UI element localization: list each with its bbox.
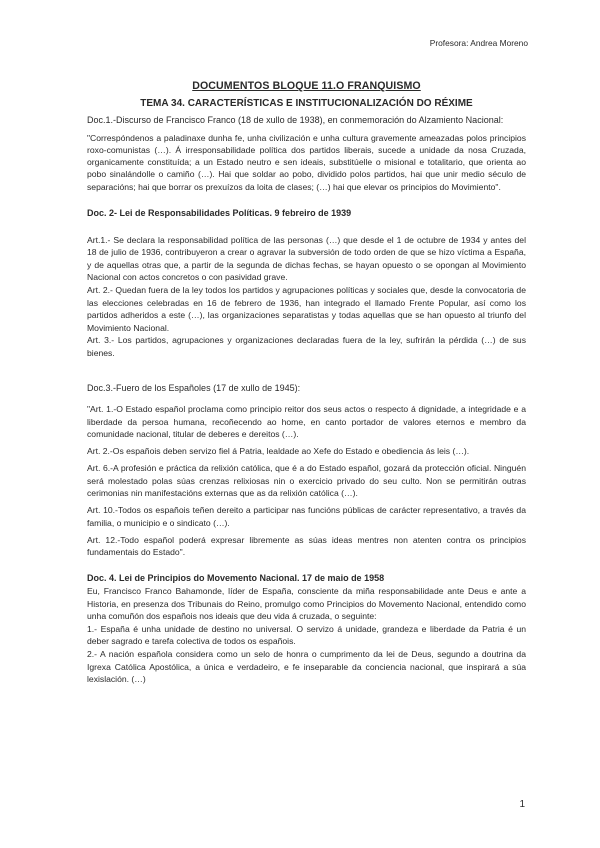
header-author: Profesora: Andrea Moreno [429,38,528,48]
doc2-art2: Art. 2.- Quedan fuera de la ley todos los partidos y agrupaciones políticas y sociales que, desde la convocatoria de las elecciones celebradas en 16 de febrero de 1936, han integrado el llamado Frente Popular, así como los partidos adheridos a este (…), las organizaciones separatistas y todas aquellas que se han opuesto al triunfo del Movimiento Nacional. [87,285,526,333]
doc4-heading-text: Doc. 4. Lei de Principios do Movemento Nacional. 17 de maio de 1958 [87,573,385,584]
doc1-heading: Doc.1.-Discurso de Francisco Franco (18 de xullo de 1938), en conmemoración do Alzamiento Nacional: [87,115,504,125]
doc3-heading: Doc.3.-Fuero de los Españoles (17 de xullo de 1945): [87,382,301,393]
doc3-art6: Art. 6.-A profesión e práctica da relixión católica, que é a do Estado español, gozará da protección oficial. Ninguén será molestado polas súas crenzas relixiosas nin o exercicio privado do seu culto. Non se permitirán outras cerimonias nin manifestacións externas que as da relixión católica (…). [87,463,526,498]
doc1-text: "Correspóndenos a paladinaxe dunha fe, unha civilización e unha cultura gravemente ameazadas polos principios roxo-comunistas (…). Á irresponsabilidade política dos partidos liberais, sucede a unidade da nosa Cruzada, organicamente constituída; a un Estado neutro e sen ideais, substitúelle o misional e totalitario, que orienta ao pobo sinalándolle o camiño (…). Hai que soldar ao pobo, dividido polos partidos, hai que unir medio século de separacións; hai que borrar os prexuízos da loita de clases; (…) hai que elevar os principios do Movimiento". [87,132,526,192]
doc3-art1: "Art. 1.-O Estado español proclama como principio reitor dos seus actos o respecto á dignidade, a integridade e a liberdade da persoa humana, recoñecendo ao home, en canto portador de valores eternos e membro da comunidade nacional, titular de deberes e dereitos (…). [87,404,526,439]
doc3-art2: Art. 2.-Os españois deben servizo fiel á Patria, lealdade ao Xefe do Estado e obediencia ás leis (…). [87,446,470,457]
doc2-art3: Art. 3.- Los partidos, agrupaciones y organizaciones declaradas fuera de la ley, sufrirán la pérdida (…) de sus bienes. [87,335,526,359]
doc4-principle-2: 2.- A nación española considera como un selo de honra o cumprimento da lei de Deus, segundo a doutrina da Igrexa Católica Apostólica, a única e verdadeiro, e fe inseparable da conciencia nacional, que inspirará a súa lexislación. (…) [87,649,526,685]
doc2-heading-text: Doc. 2- Lei de Responsabilidades Políticas. 9 febreiro de 1939 [87,208,352,219]
doc3-art12: Art. 12.-Todo español poderá expresar libremente as súas ideas mentres non atenten contra os principios fundamentais do Estado". [87,534,526,558]
doc4-intro: Eu, Francisco Franco Bahamonde, líder de España, consciente da miña responsabilidade ante Deus e ante a Historia, en presenza dos Tribunais do Reino, promulgo como Principios do Movemento Nacional, entendido como unha comuñón dos españois nos ideais que deu vida á cruzada, o seguinte: [87,586,526,622]
doc2-art1: Art.1.- Se declara la responsabilidad política de las personas (…) que desde el 1 de octubre de 1934 y antes del 18 de julio de 1936, contribuyeron a crear o agravar la subversión de todo orden de que se hizo víctima a España, y de aquellas otras que, a partir de la segunda de dichas fechas, se hayan opuesto o se opongan al Movimiento Nacional con actos concretos o con pasividad grave. [87,234,526,283]
document-title: DOCUMENTOS BLOQUE 11.O FRANQUISMO [192,80,421,92]
doc2-heading [87,207,526,220]
document-body [87,80,526,686]
doc3-art10: Art. 10.-Todos os españois teñen dereito a participar nas funcións públicas de carácter representativo, a través da familia, o municipio e o sindicato (…). [87,505,526,528]
document-subtitle: TEMA 34. CARACTERÍSTICAS E INSTITUCIONALIZACIÓN DO RÉXIME [140,98,473,109]
doc4-heading [87,572,526,585]
doc4-principle-1: 1.- España é unha unidade de destino no universal. O servizo á unidade, grandeza e liberdade da Patria é un deber sagrado e tarefa colectiva de todos os españois. [87,623,526,647]
page-number: 1 [519,799,525,810]
